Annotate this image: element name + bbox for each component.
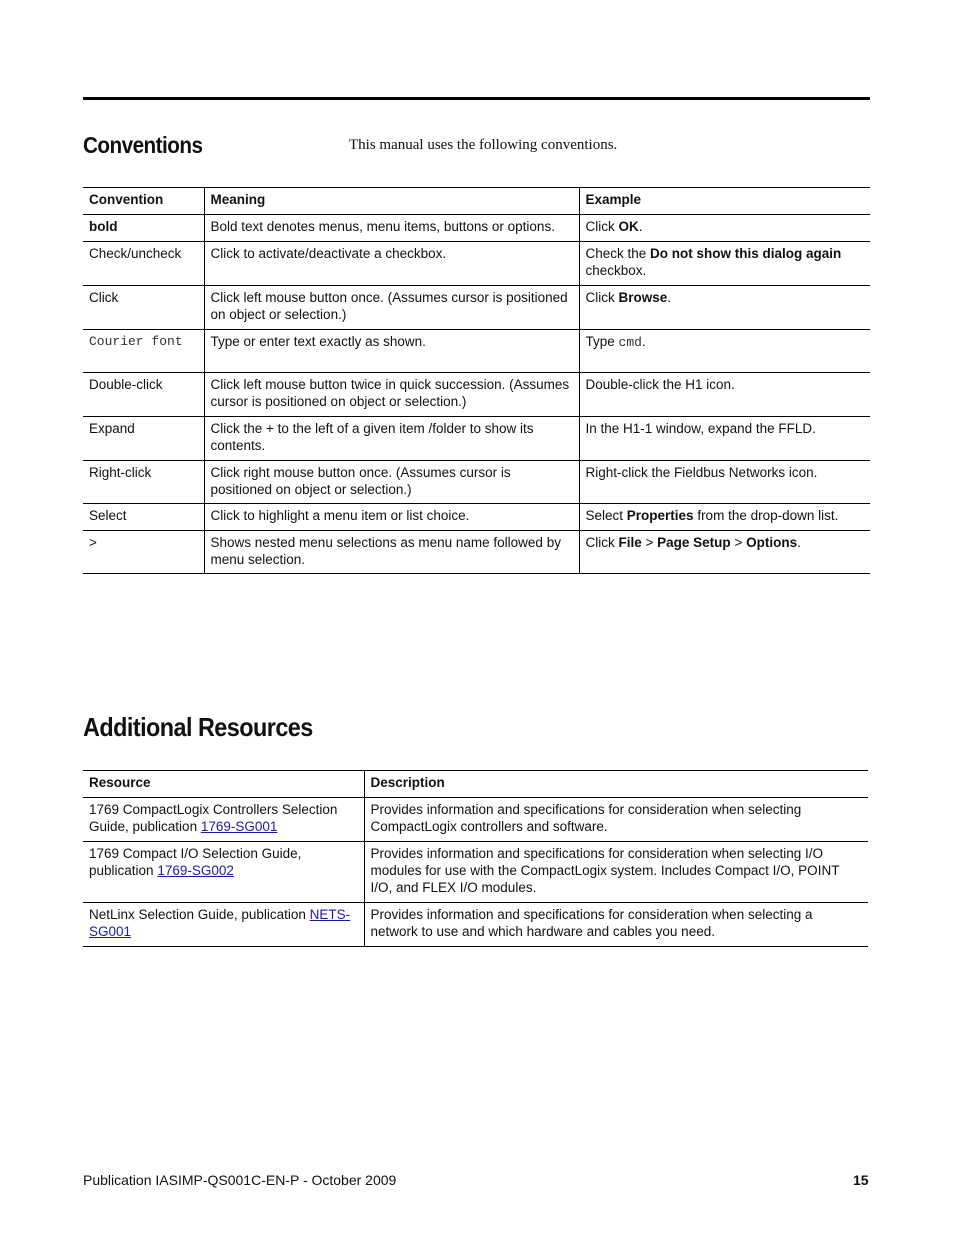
convention-cell: Check/uncheck (83, 242, 204, 286)
table-row (83, 531, 870, 574)
table-row (83, 903, 868, 947)
description-cell: Provides information and specifications for consideration when selecting a network to use and which hardware and cables you need. (364, 903, 868, 947)
meaning-cell: Click to highlight a menu item or list choice. (204, 504, 579, 531)
description-cell: Provides information and specifications for consideration when selecting I/O modules for use with the CompactLogix system. Includes Compact I/O, POINT I/O, and FLEX I/O modules. (364, 842, 868, 903)
additional-resources-heading: Additional Resources (83, 712, 313, 742)
convention-cell: Select (83, 504, 204, 531)
meaning-cell: Click the + to the left of a given item /folder to show its contents. (204, 417, 579, 461)
resource-cell: 1769 CompactLogix Controllers Selection Guide, publication 1769-SG001 (83, 798, 364, 842)
meaning-cell: Bold text denotes menus, menu items, buttons or options. (204, 215, 579, 242)
example-cell: Type cmd. (579, 330, 870, 373)
table-row (83, 461, 870, 504)
meaning-cell: Click to activate/deactivate a checkbox. (204, 242, 579, 286)
table-row (83, 330, 870, 373)
publication-link[interactable]: 1769-SG001 (200, 819, 278, 834)
resource-cell: NetLinx Selection Guide, publication NETS-SG001 (83, 903, 364, 947)
table-row (83, 504, 870, 531)
meaning-cell: Click right mouse button once. (Assumes cursor is positioned on object or selection.) (204, 461, 579, 504)
example-cell: Click OK. (579, 215, 870, 242)
column-header-example: Example (579, 188, 870, 215)
example-cell: Click Browse. (579, 286, 870, 330)
example-cell: Right-click the Fieldbus Networks icon. (579, 461, 870, 504)
table-row (83, 417, 870, 461)
column-header-resource: Resource (83, 771, 364, 798)
publication-link[interactable]: NETS-SG001 (89, 907, 351, 939)
example-cell: Select Properties from the drop-down list. (579, 504, 870, 531)
column-header-description: Description (364, 771, 868, 798)
convention-cell: Expand (83, 417, 204, 461)
table-header-row (83, 188, 870, 215)
example-cell: In the H1-1 window, expand the FFLD. (579, 417, 870, 461)
meaning-cell: Click left mouse button twice in quick succession. (Assumes cursor is positioned on object or selection.) (204, 373, 579, 417)
conventions-heading: Conventions (83, 132, 203, 158)
convention-cell: Double-click (83, 373, 204, 417)
convention-cell: Courier font (83, 330, 204, 373)
example-cell: Double-click the H1 icon. (579, 373, 870, 417)
convention-cell: bold (83, 215, 204, 242)
example-cell: Check the Do not show this dialog again checkbox. (579, 242, 870, 286)
convention-cell: Click (83, 286, 204, 330)
publication-footer: Publication IASIMP-QS001C-EN-P - October 2009 (83, 1172, 397, 1188)
example-cell: Click File > Page Setup > Options. (579, 531, 870, 574)
column-header-convention: Convention (83, 188, 204, 215)
table-row (83, 373, 870, 417)
meaning-cell: Click left mouse button once. (Assumes cursor is positioned on object or selection.) (204, 286, 579, 330)
convention-cell: > (83, 531, 204, 574)
table-row (83, 286, 870, 330)
table-header-row (83, 771, 868, 798)
meaning-cell: Type or enter text exactly as shown. (204, 330, 579, 373)
resources-table (83, 770, 868, 947)
conventions-intro: This manual uses the following conventions. (349, 137, 618, 153)
page-number: 15 (853, 1172, 869, 1188)
description-cell: Provides information and specifications for consideration when selecting CompactLogix controllers and software. (364, 798, 868, 842)
resource-cell: 1769 Compact I/O Selection Guide, publication 1769-SG002 (83, 842, 364, 903)
table-row (83, 242, 870, 286)
column-header-meaning: Meaning (204, 188, 579, 215)
publication-link[interactable]: 1769-SG002 (157, 863, 234, 878)
table-row (83, 798, 868, 842)
conventions-table (83, 187, 870, 574)
table-row (83, 215, 870, 242)
table-row (83, 842, 868, 903)
convention-cell: Right-click (83, 461, 204, 504)
top-rule (83, 97, 870, 100)
meaning-cell: Shows nested menu selections as menu name followed by menu selection. (204, 531, 579, 574)
